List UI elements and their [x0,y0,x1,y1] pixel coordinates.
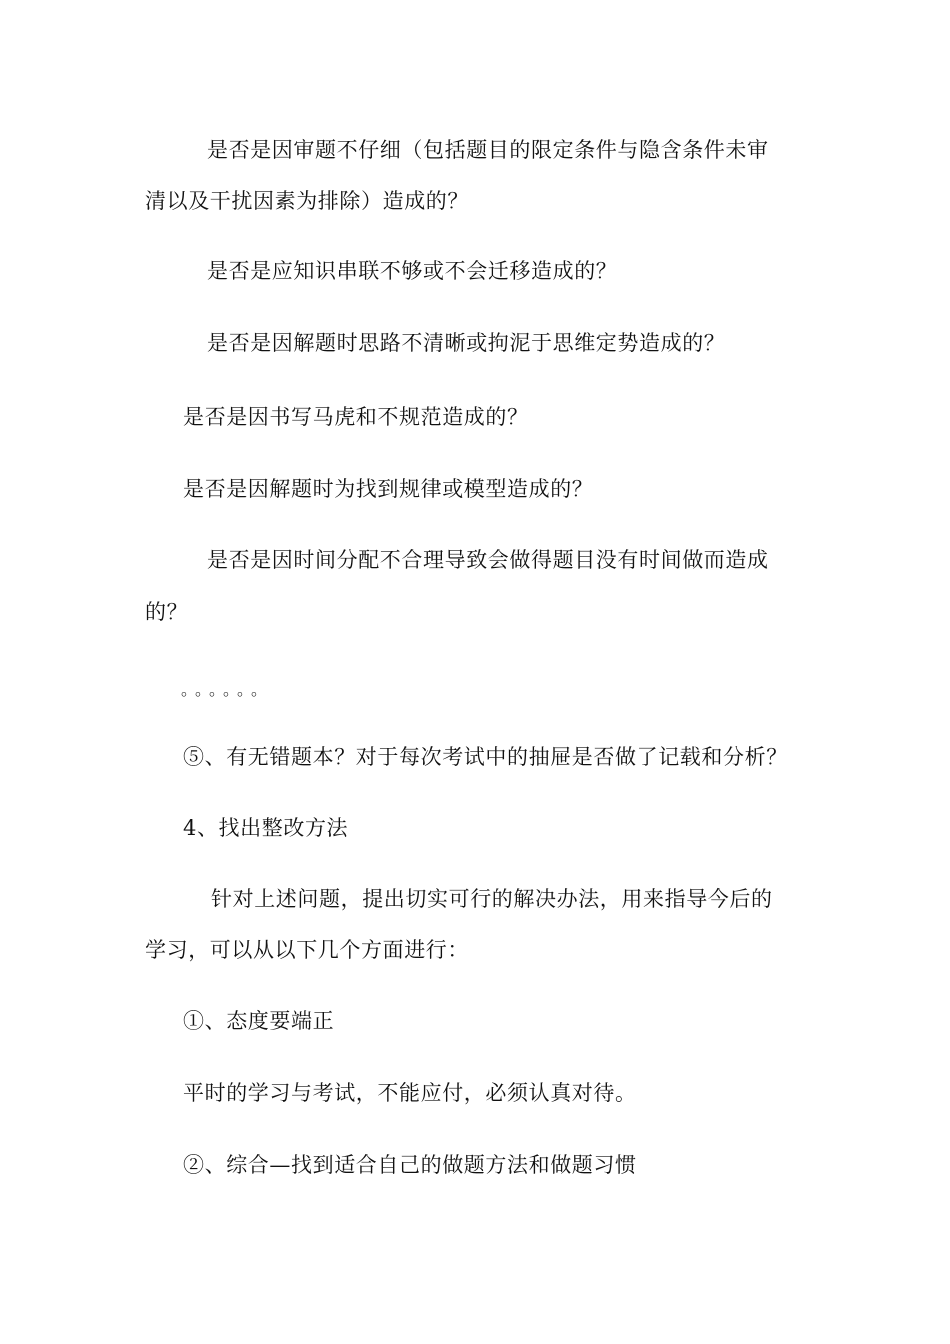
text-line-14: ②、综合—找到适合自己的做题方法和做题习惯 [183,1153,637,1177]
section-heading: 4、找出整改方法 [183,816,349,840]
text-line-4: 是否是因解题时思路不清晰或拘泥于思维定势造成的？ [207,331,726,355]
text-line-6: 是否是因解题时为找到规律或模型造成的？ [183,477,594,501]
text-line-1: 是否是因审题不仔细（包括题目的限定条件与隐含条件未审 [207,138,769,162]
text-line-5: 是否是因书写马虎和不规范造成的？ [183,405,529,429]
text-line-13: 平时的学习与考试，不能应付，必须认真对待。 [183,1081,637,1105]
text-line-7: 是否是因时间分配不合理导致会做得题目没有时间做而造成 [207,548,769,572]
text-line-8: 的？ [145,600,189,624]
text-line-2: 清以及干扰因素为排除）造成的？ [145,189,469,213]
text-line-10: 针对上述问题，提出切实可行的解决办法，用来指导今后的 [211,887,773,911]
text-line-9: ⑤、有无错题本？对于每次考试中的抽屉是否做了记载和分析？ [183,745,788,769]
ellipsis-line: 。。。。。。 [181,680,274,699]
text-line-12: ①、态度要端正 [183,1009,335,1033]
text-line-3: 是否是应知识串联不够或不会迁移造成的？ [207,259,618,283]
text-line-11: 学习，可以从以下几个方面进行： [145,938,469,962]
